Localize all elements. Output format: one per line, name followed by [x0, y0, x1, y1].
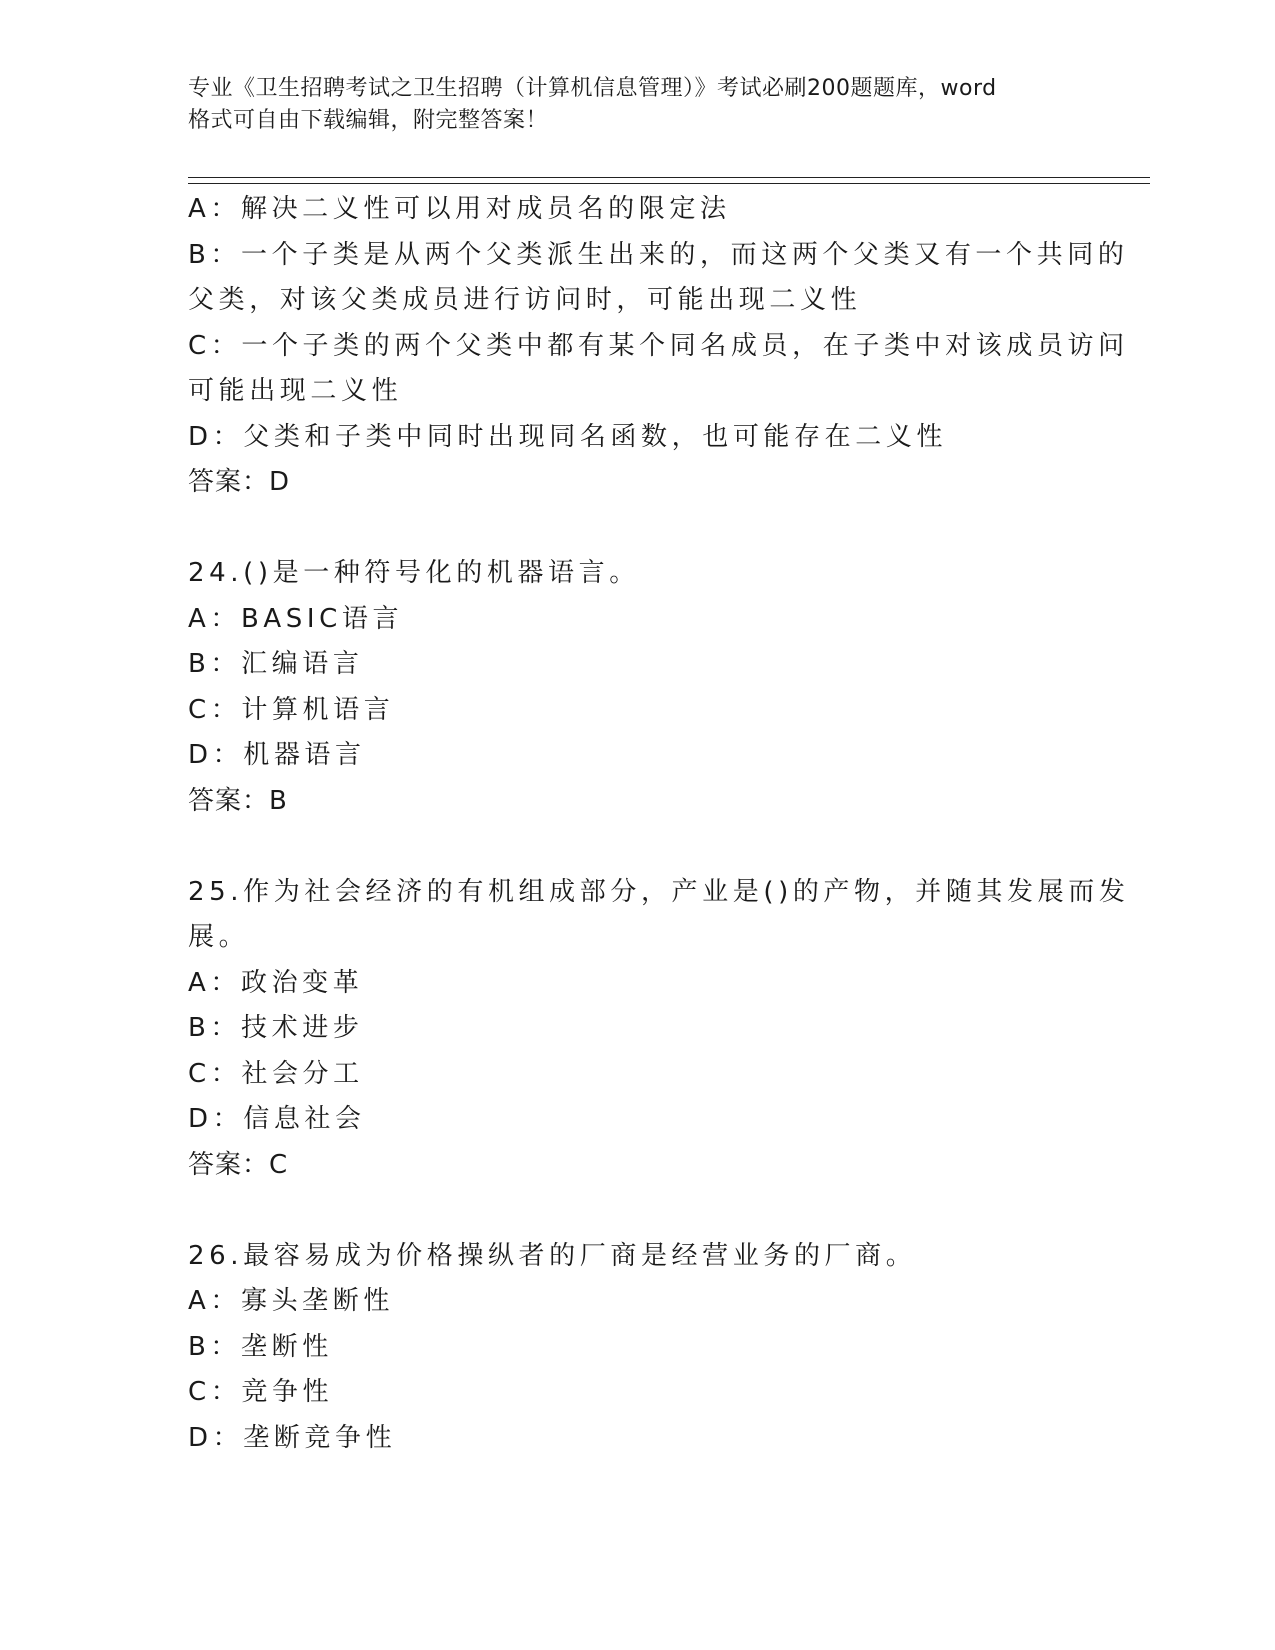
question-stem: 26.最容易成为价格操纵者的厂商是经营业务的厂商。 — [188, 1240, 917, 1271]
header-rule-bottom — [188, 183, 1150, 184]
option-c: C：社会分工 — [188, 1058, 364, 1089]
option-c-continued: 可能出现二义性 — [188, 376, 403, 406]
answer-line: 答案：B — [188, 785, 288, 816]
question-25-block — [188, 870, 1130, 1189]
option-c: C：一个子类的两个父类中都有某个同名成员，在子类中对该成员访问 — [188, 330, 1129, 361]
option-b: B：一个子类是从两个父类派生出来的，而这两个父类又有一个共同的 — [188, 239, 1129, 270]
document-header — [188, 73, 1088, 137]
question-stem-continued: 展。 — [188, 922, 250, 952]
option-a: A：寡头垄断性 — [188, 1286, 394, 1316]
question-24-block — [188, 551, 1088, 824]
option-d: D：父类和子类中同时出现同名函数，也可能存在二义性 — [188, 421, 948, 452]
option-a: A：解决二义性可以用对成员名的限定法 — [188, 194, 731, 224]
question-26-block — [188, 1234, 1088, 1462]
header-line-2: 格式可自由下载编辑，附完整答案！ — [188, 108, 549, 133]
question-stem: 25.作为社会经济的有机组成部分，产业是()的产物，并随其发展而发 — [188, 876, 1130, 907]
option-c: C：竞争性 — [188, 1377, 334, 1407]
option-d: D：信息社会 — [188, 1104, 366, 1134]
spacer — [188, 824, 1088, 870]
option-c: C：计算机语言 — [188, 694, 395, 725]
option-b: B：垄断性 — [188, 1331, 333, 1362]
spacer — [188, 1188, 1088, 1234]
option-d: D：垄断竞争性 — [188, 1422, 397, 1453]
question-stem: 24.()是一种符号化的机器语言。 — [188, 558, 640, 588]
option-a: A：BASIC语言 — [188, 603, 404, 634]
header-line-1: 专业《卫生招聘考试之卫生招聘（计算机信息管理）》考试必刷200题题库，word — [188, 76, 997, 101]
question-content — [188, 187, 1130, 1461]
option-b: B：技术进步 — [188, 1013, 364, 1043]
answer-line: 答案：D — [188, 467, 291, 497]
option-b-continued: 父类，对该父类成员进行访问时，可能出现二义性 — [188, 285, 862, 315]
spacer — [188, 506, 1088, 552]
question-23-block — [188, 187, 1129, 506]
option-a: A：政治变革 — [188, 967, 364, 998]
option-b: B：汇编语言 — [188, 649, 364, 679]
answer-line: 答案：C — [188, 1149, 289, 1180]
option-d: D：机器语言 — [188, 740, 366, 770]
header-rule-top — [188, 177, 1150, 178]
